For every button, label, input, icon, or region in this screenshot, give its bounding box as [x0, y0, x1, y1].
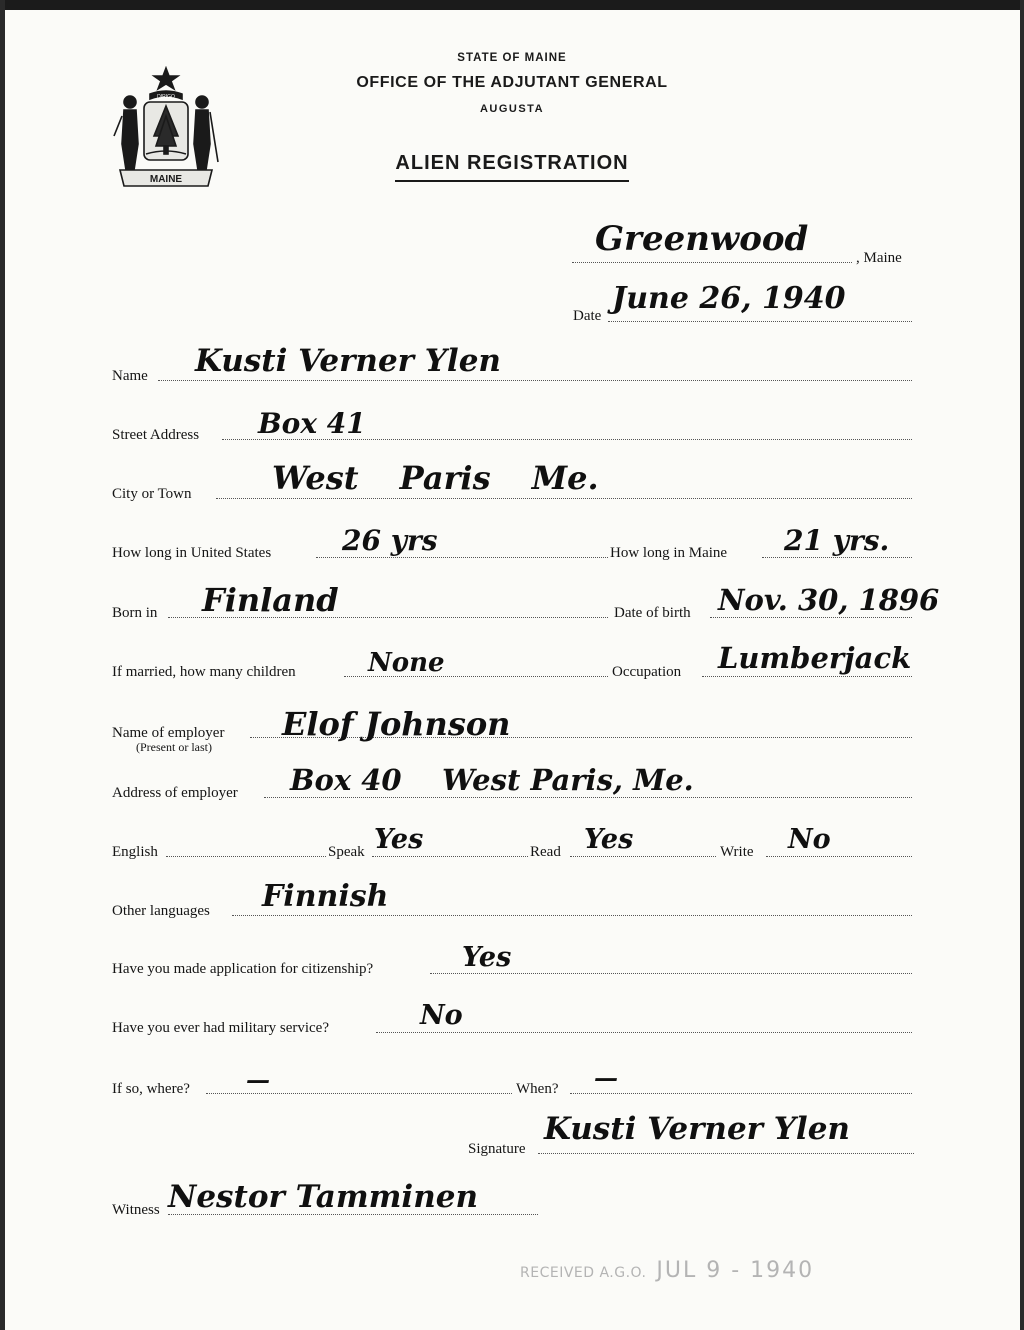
- write-value: No: [788, 824, 831, 855]
- received-stamp: [520, 1258, 814, 1283]
- maine-time-label: How long in Maine: [610, 545, 728, 561]
- signature-line: [538, 1153, 914, 1154]
- citizenship-label: Have you made application for citizenship?: [112, 961, 374, 977]
- street-label: Street Address: [112, 427, 200, 443]
- scan-border-right: [1020, 0, 1024, 1330]
- seal-motto-text: DIRIGO: [157, 94, 175, 100]
- english-line: [166, 856, 326, 857]
- maine-time-line: [762, 557, 912, 558]
- town-suffix: , Maine: [856, 250, 902, 266]
- town-line: [572, 262, 852, 263]
- dob-line: [710, 617, 912, 618]
- name-label: Name: [112, 368, 148, 384]
- speak-value: Yes: [374, 824, 424, 855]
- dob-value: Nov. 30, 1896: [718, 583, 940, 617]
- date-label: Date: [573, 308, 602, 324]
- witness-value: Nestor Tamminen: [168, 1179, 478, 1215]
- speak-line: [372, 856, 528, 857]
- maine-time-value: 21 yrs.: [784, 524, 890, 557]
- date-value: June 26, 1940: [612, 281, 846, 316]
- occupation-line: [702, 676, 912, 677]
- header-state: STATE OF MAINE: [457, 52, 567, 64]
- header-office: OFFICE OF THE ADJUTANT GENERAL: [356, 74, 668, 91]
- other-languages-value: Finnish: [262, 879, 389, 914]
- citizenship-value: Yes: [462, 942, 512, 973]
- when-line: [570, 1093, 912, 1094]
- where-label: If so, where?: [112, 1081, 190, 1097]
- other-languages-line: [232, 915, 912, 916]
- employer-value: Elof Johnson: [282, 705, 511, 743]
- town-value: Greenwood: [595, 219, 809, 259]
- name-value: Kusti Verner Ylen: [195, 343, 501, 379]
- read-label: Read: [530, 844, 561, 860]
- when-label: When?: [516, 1081, 559, 1097]
- speak-label: Speak: [328, 844, 365, 860]
- where-value: —: [246, 1065, 270, 1094]
- scan-border-top: [0, 0, 1024, 10]
- street-value: Box 41: [258, 407, 366, 440]
- us-time-line: [316, 557, 608, 558]
- read-value: Yes: [584, 824, 634, 855]
- form-title-text: ALIEN REGISTRATION: [395, 152, 628, 182]
- dob-label: Date of birth: [614, 605, 691, 621]
- employer-address-label: Address of employer: [112, 785, 238, 801]
- english-label: English: [112, 844, 158, 860]
- name-line: [158, 380, 912, 381]
- city-line: [216, 498, 912, 499]
- us-time-label: How long in United States: [112, 545, 272, 561]
- employer-sublabel: (Present or last): [136, 740, 212, 754]
- citizenship-line: [430, 973, 912, 974]
- military-line: [376, 1032, 912, 1033]
- employer-label: Name of employer: [112, 725, 225, 741]
- witness-label: Witness: [112, 1202, 160, 1218]
- occupation-value: Lumberjack: [718, 641, 912, 675]
- seal-banner-text: MAINE: [149, 174, 183, 185]
- signature-value: Kusti Verner Ylen: [544, 1111, 850, 1147]
- employer-address-line: [264, 797, 912, 798]
- occupation-label: Occupation: [612, 664, 682, 680]
- us-time-value: 26 yrs: [342, 524, 438, 557]
- born-label: Born in: [112, 605, 158, 621]
- born-value: Finland: [202, 581, 339, 619]
- maine-state-seal-icon: [110, 66, 222, 190]
- other-languages-label: Other languages: [112, 903, 210, 919]
- city-value: West Paris Me.: [272, 459, 599, 497]
- write-label: Write: [720, 844, 754, 860]
- date-line: [608, 321, 912, 322]
- employer-address-value: Box 40 West Paris, Me.: [290, 763, 694, 797]
- received-stamp-text: RECEIVED A.G.O.: [520, 1265, 647, 1281]
- signature-label: Signature: [468, 1141, 526, 1157]
- write-line: [766, 856, 912, 857]
- children-label: If married, how many children: [112, 664, 296, 680]
- scan-border-left: [0, 0, 5, 1330]
- read-line: [570, 856, 716, 857]
- received-stamp-date: JUL 9 - 1940: [656, 1258, 815, 1283]
- when-value: —: [594, 1063, 618, 1092]
- military-label: Have you ever had military service?: [112, 1020, 329, 1036]
- city-label: City or Town: [112, 486, 192, 502]
- military-value: No: [420, 1000, 463, 1031]
- form-title: [300, 152, 724, 182]
- header-city: AUGUSTA: [479, 103, 545, 115]
- children-value: None: [368, 648, 445, 678]
